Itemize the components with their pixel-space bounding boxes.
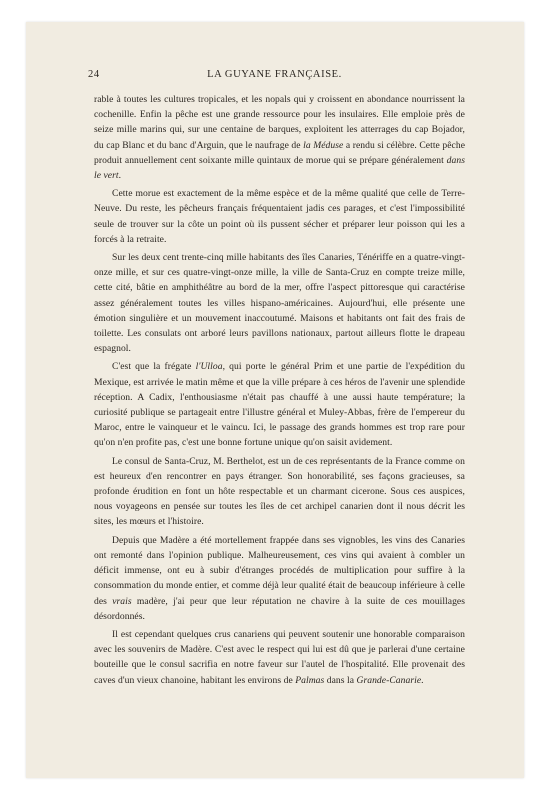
running-title: LA GUYANE FRANÇAISE. [207, 69, 342, 80]
paragraph-4-ship-name: l'Ulloa [195, 361, 223, 373]
paragraph-6-italic-word: vrais [112, 595, 132, 607]
paragraph-6 [94, 533, 465, 624]
paragraph-1-text-b: a rendu si célèbre. Cette pêche produit annuellement cent soixante mille quintaux de morue qui se prépare généralement [94, 139, 465, 166]
paragraph-4 [94, 359, 465, 450]
paragraph-4-text-b: , qui porte le général Prim et une partie de l'expédition du Mexique, est arrivée le matin même et que la ville prépare à ces héros de l'avenir une splendide réception. A Cadix, l'enthousiasme n'était pas chauffé à une aussi haute température; la curiosité publique se partageait entre l'illustre général et Muley-Abbas, frère de l'empereur du Maroc, entre le vainqueur et le vaincu. Ici, le passage des grands hommes est trop rare pour qu'on n'en profite pas, c'est une bonne fortune unique qu'on saisit avidement. [94, 361, 465, 449]
paragraph-5: Le consul de Santa-Cruz, M. Berthelot, est un de ces représentants de la France comme on est heureux d'en rencontrer en pays étranger. Son honorabilité, ses façons gracieuses, sa profonde érudition en font un hôte respectable et un charmant cicerone. Sous ces auspices, nous voyageons en pensée sur toutes les îles de cet archipel canarien dont il nous décrit les sites, les mœurs et l'histoire. [94, 455, 465, 528]
paragraph-7-place-palmas: Palmas [295, 674, 325, 686]
paragraph-1-text-a: rable à toutes les cultures tropicales, et les nopals qui y croissent en abondance nourrissent la cochenille. Enfin la pêche est une grande ressource pour les insulaires. Elle emploie près de seize mille marins qui, sur une centaine de barques, exploitent les atterrages du cap Bojador, du cap Blanc et du banc d'Arguin, que le naufrage de [94, 94, 465, 151]
paragraph-1-italic-phrase: dans le vert [94, 154, 465, 182]
page-number: 24 [88, 69, 100, 80]
paragraph-7-text-b: dans la [324, 674, 357, 686]
paragraph-6-text-a: Depuis que Madère a été mortellement frappée dans ses vignobles, les vins des Canaries ont remonté dans l'opinion publique. Malheureusement, ces vins qui avaient à combler un déficit immense, ont eu à subir d'étranges procédés de multiplication pour suffire à la consommation du monde entier, et comme déjà leur qualité était de beaucoup inférieure à celle des [94, 534, 465, 607]
paragraph-7-place-grande-canarie: Grande-Canarie [356, 674, 422, 686]
paragraph-2: Cette morue est exactement de la même espèce et de la même qualité que celle de Terre-Neuve. Du reste, les pêcheurs français fréquentaient jadis ces parages, et c'est l'impossibilité seule de trouver sur la côte un point où ils pussent sécher et préparer leur poisson qui les a forcés à la retraite. [94, 188, 465, 245]
paragraph-7-text-c: . [421, 674, 424, 686]
paragraph-1 [94, 92, 465, 183]
paragraph-1-text-c: . [118, 170, 122, 182]
page-header [84, 69, 465, 85]
paragraph-6-text-b: madère, j'ai peur que leur réputation ne chavire à la suite de ces mouillages désordonnés. [94, 595, 466, 622]
paragraph-7 [94, 627, 465, 688]
paragraph-3: Sur les deux cent trente-cinq mille habitants des îles Canaries, Ténériffe en a quatre-vingt-onze mille, et sur ces quatre-vingt-onze mille, la ville de Santa-Cruz en compte treize mille, cette cité, bâtie en amphithéâtre au bord de la mer, offre l'aspect pittoresque qui caractérise assez généralement toutes les villes hispano-américaines. Aujourd'hui, elle présente une émotion singulière et un mouvement inaccoutumé. Maisons et habitants ont fait des frais de toilette. Les consulats ont arboré leurs pavillons nationaux, partout ailleurs flotte le drapeau espagnol. [94, 252, 465, 355]
paragraph-7-text-a: Il est cependant quelques crus canariens qui peuvent soutenir une honorable comparaison avec les souvenirs de Madère. C'est avec le respect qui lui est dû que je parlerai d'une certaine bouteille que le consul sacrifia en notre faveur sur l'autel de l'hospitalité. Elle provenait des caves d'un vieux chanoine, habitant les environs de [94, 628, 465, 686]
paragraph-4-text-a: C'est que la frégate [112, 361, 196, 373]
body-text [94, 92, 465, 691]
paragraph-1-ship-name: la Méduse [303, 139, 344, 151]
